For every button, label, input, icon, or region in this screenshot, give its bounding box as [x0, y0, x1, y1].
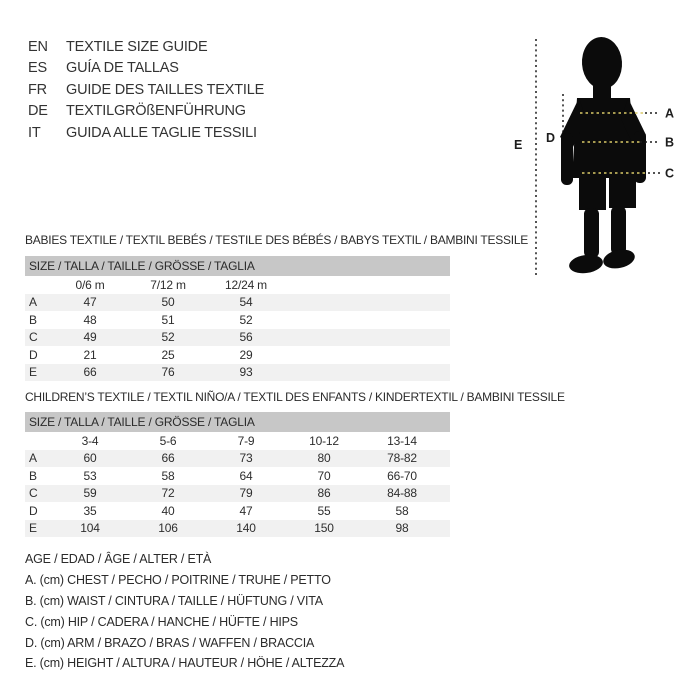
cell: 66	[83, 365, 97, 380]
cell: 98	[395, 521, 409, 536]
row-label: E	[29, 521, 37, 536]
col-header: 5-6	[159, 433, 177, 448]
table-row	[25, 485, 450, 503]
cell: 52	[239, 312, 253, 327]
row-label: B	[29, 468, 37, 483]
col-header: 0/6 m	[75, 277, 105, 292]
table-row	[25, 294, 450, 312]
cell: 60	[83, 451, 97, 466]
cell: 56	[239, 330, 253, 345]
cell: 35	[83, 503, 97, 518]
table-row	[25, 329, 450, 347]
cell: 21	[83, 347, 97, 362]
lang-title: GUÍA DE TALLAS	[66, 60, 179, 77]
cell: 106	[158, 521, 178, 536]
cell: 55	[317, 503, 331, 518]
lang-row-de	[28, 101, 264, 123]
cell: 58	[395, 503, 409, 518]
lang-row-it	[28, 122, 264, 144]
label-c: C	[665, 166, 675, 181]
col-header: 10-12	[309, 433, 339, 448]
child-measurement-diagram	[500, 25, 700, 290]
label-b: B	[665, 135, 675, 150]
row-label: E	[29, 365, 37, 380]
row-label: D	[29, 347, 38, 362]
cell: 140	[236, 521, 256, 536]
row-label: C	[29, 486, 38, 501]
cell: 50	[161, 295, 175, 310]
legend-hip: C. (cm) HIP / CADERA / HANCHE / HÜFTE / HIPS	[25, 614, 298, 629]
cell: 66-70	[387, 468, 417, 483]
children-size-table	[25, 412, 450, 537]
babies-size-table	[25, 256, 450, 381]
cell: 47	[239, 503, 253, 518]
cell: 70	[317, 468, 331, 483]
lang-row-fr	[28, 79, 264, 101]
cell: 104	[80, 521, 100, 536]
cell: 40	[161, 503, 175, 518]
lang-code: IT	[28, 124, 41, 141]
cell: 29	[239, 347, 253, 362]
language-title-list	[28, 36, 264, 144]
label-e: E	[514, 138, 523, 152]
cell: 76	[161, 365, 175, 380]
lang-title: TEXTILGRÖßENFÜHRUNG	[66, 103, 246, 120]
table-row	[25, 346, 450, 364]
lang-row-en	[28, 36, 264, 58]
cell: 53	[83, 468, 97, 483]
babies-table-header: SIZE / TALLA / TAILLE / GRÖSSE / TAGLIA	[25, 256, 450, 276]
lang-code: FR	[28, 81, 47, 98]
row-label: A	[29, 295, 37, 310]
cell: 150	[314, 521, 334, 536]
cell: 59	[83, 486, 97, 501]
cell: 58	[161, 468, 175, 483]
row-label: D	[29, 503, 38, 518]
lang-title: GUIDA ALLE TAGLIE TESSILI	[66, 124, 257, 141]
babies-column-headers	[25, 276, 450, 294]
row-label: B	[29, 312, 37, 327]
table-row	[25, 450, 450, 468]
col-header: 12/24 m	[225, 277, 267, 292]
table-row	[25, 467, 450, 485]
child-silhouette	[560, 36, 646, 276]
table-row	[25, 502, 450, 520]
cell: 78-82	[387, 451, 417, 466]
cell: 84-88	[387, 486, 417, 501]
cell: 79	[239, 486, 253, 501]
table-row	[25, 364, 450, 382]
col-header: 3-4	[81, 433, 99, 448]
cell: 73	[239, 451, 253, 466]
table-row	[25, 520, 450, 538]
cell: 93	[239, 365, 253, 380]
cell: 66	[161, 451, 175, 466]
lang-title: TEXTILE SIZE GUIDE	[66, 38, 208, 55]
legend-arm: D. (cm) ARM / BRAZO / BRAS / WAFFEN / BRACCIA	[25, 635, 315, 650]
col-header: 7/12 m	[150, 277, 186, 292]
cell: 47	[83, 295, 97, 310]
col-header: 7-9	[237, 433, 255, 448]
legend-chest: A. (cm) CHEST / PECHO / POITRINE / TRUHE / PETTO	[25, 573, 331, 588]
lang-code: EN	[28, 38, 48, 55]
cell: 72	[161, 486, 175, 501]
lang-row-es	[28, 58, 264, 80]
lang-code: ES	[28, 60, 47, 77]
cell: 49	[83, 330, 97, 345]
children-column-headers	[25, 432, 450, 450]
lang-title: GUIDE DES TAILLES TEXTILE	[66, 81, 265, 98]
children-table-header: SIZE / TALLA / TAILLE / GRÖSSE / TAGLIA	[25, 412, 450, 432]
cell: 80	[317, 451, 331, 466]
cell: 64	[239, 468, 253, 483]
lang-code: DE	[28, 103, 48, 120]
row-label: C	[29, 330, 38, 345]
col-header: 13-14	[387, 433, 417, 448]
row-label: A	[29, 451, 37, 466]
table-row	[25, 311, 450, 329]
cell: 51	[161, 312, 175, 327]
cell: 25	[161, 347, 175, 362]
legend-waist: B. (cm) WAIST / CINTURA / TAILLE / HÜFTUNG / VITA	[25, 593, 323, 608]
cell: 86	[317, 486, 331, 501]
cell: 48	[83, 312, 97, 327]
cell: 52	[161, 330, 175, 345]
cell: 54	[239, 295, 253, 310]
label-a: A	[665, 106, 675, 121]
babies-section-title: BABIES TEXTILE / TEXTIL BEBÉS / TESTILE DES BÉBÉS / BABYS TEXTIL / BAMBINI TESSILE	[25, 233, 529, 247]
children-section-title: CHILDREN’S TEXTILE / TEXTIL NIÑO/A / TEXTIL DES ENFANTS / KINDERTEXTIL / BAMBINI TESSILE	[25, 390, 565, 404]
legend-height: E. (cm) HEIGHT / ALTURA / HAUTEUR / HÖHE / ALTEZZA	[25, 656, 345, 671]
label-d: D	[546, 131, 556, 145]
measurement-legend	[25, 549, 344, 674]
legend-age: AGE / EDAD / ÂGE / ALTER / ETÀ	[25, 552, 212, 567]
